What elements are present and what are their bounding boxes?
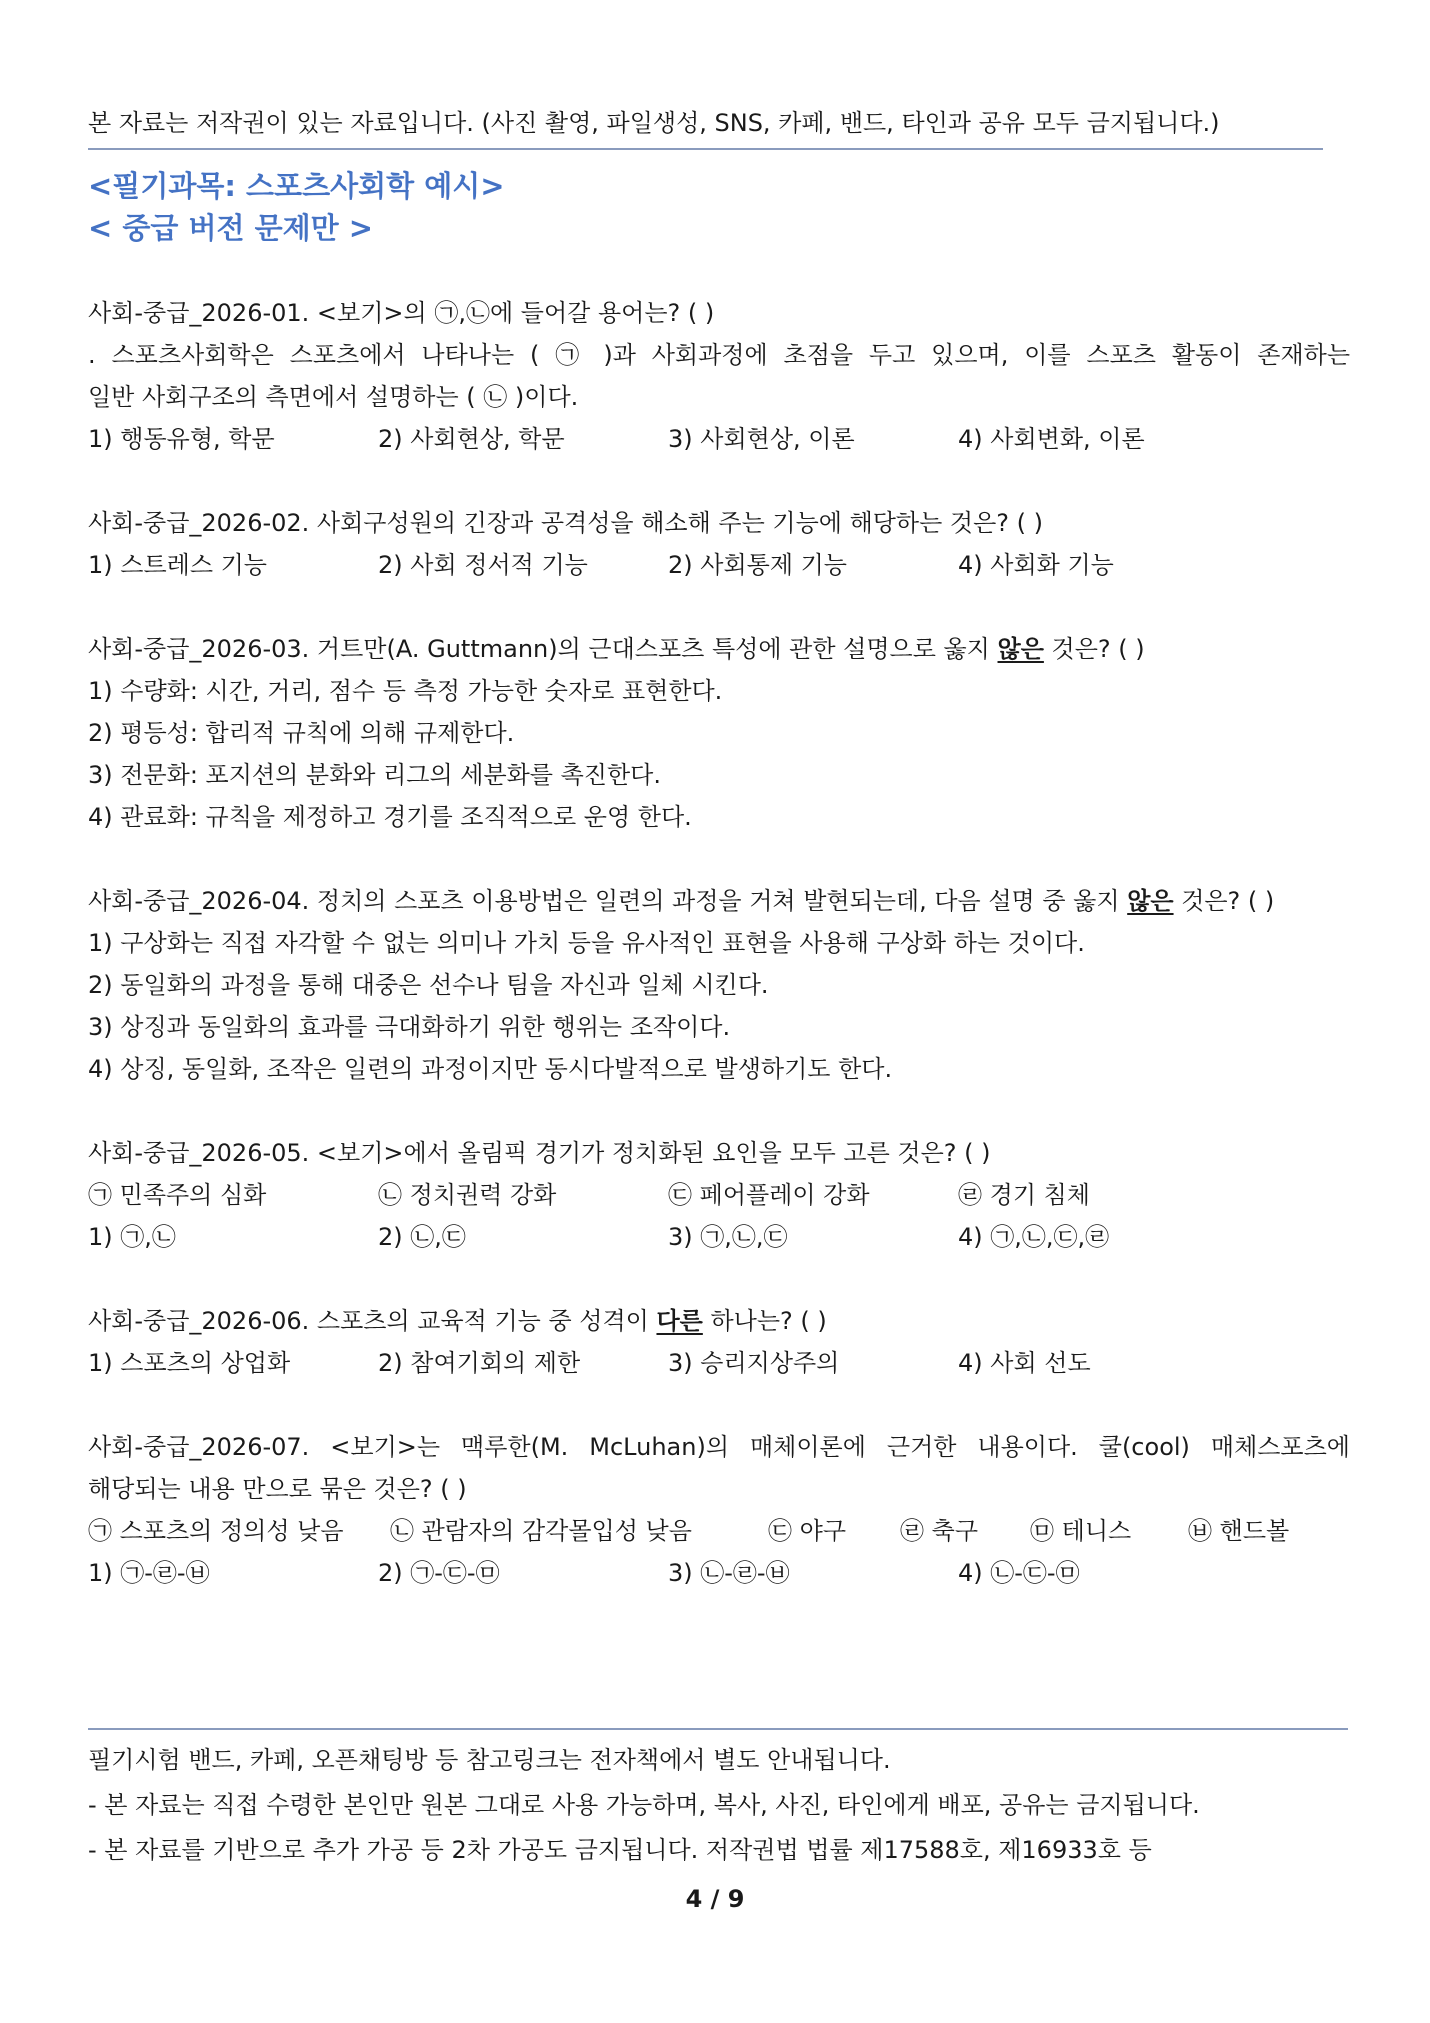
choice-item: ㉤ 테니스 bbox=[1030, 1517, 1132, 1545]
question-stem: 사회-중급_2026-04. 정치의 스포츠 이용방법은 일련의 과정을 거쳐 발현되는데, 다음 설명 중 옳지 않은 것은? ( ) bbox=[88, 887, 1275, 915]
choice-item: ㉡ 정치권력 강화 bbox=[378, 1181, 557, 1209]
question-passage: 일반 사회구조의 측면에서 설명하는 ( ㉡ )이다. bbox=[88, 383, 579, 411]
question-7 bbox=[88, 1426, 1350, 1594]
question-stem: 사회-중급_2026-06. 스포츠의 교육적 기능 중 성격이 다른 하나는? ( ) bbox=[88, 1307, 827, 1335]
option-4: 4) 사회 선도 bbox=[958, 1349, 1091, 1377]
choice-items-row bbox=[88, 1174, 1350, 1216]
option-1: 1) 구상화는 직접 자각할 수 없는 의미나 가치 등을 유사적인 표현을 사용해 구상화 하는 것이다. bbox=[88, 929, 1085, 957]
copyright-notice: 본 자료는 저작권이 있는 자료입니다. (사진 촬영, 파일생성, SNS, 카페, 밴드, 타인과 공유 모두 금지됩니다.) bbox=[88, 109, 1220, 137]
options-row bbox=[88, 418, 1350, 460]
options-row bbox=[88, 1552, 1350, 1594]
question-stem-continued: 해당되는 내용 만으로 묶은 것은? ( ) bbox=[88, 1475, 467, 1503]
option-3: 3) 상징과 동일화의 효과를 극대화하기 위한 행위는 조작이다. bbox=[88, 1013, 731, 1041]
choice-item: ㉣ 축구 bbox=[900, 1517, 978, 1545]
option-3: 3) 사회현상, 이론 bbox=[668, 425, 855, 453]
subject-heading: <필기과목: 스포츠사회학 예시> bbox=[88, 169, 505, 203]
footer-line: - 본 자료를 기반으로 추가 가공 등 2차 가공도 금지됩니다. 저작권법 법률 제17588호, 제16933호 등 bbox=[88, 1836, 1152, 1864]
choice-item: ㉡ 관람자의 감각몰입성 낮음 bbox=[390, 1517, 692, 1545]
question-stem: 사회-중급_2026-01. <보기>의 ㉠,㉡에 들어갈 용어는? ( ) bbox=[88, 299, 715, 327]
option-4: 4) 관료화: 규칙을 제정하고 경기를 조직적으로 운영 한다. bbox=[88, 803, 692, 831]
question-passage: . 스포츠사회학은 스포츠에서 나타나는 ( ㉠ )과 사회과정에 초점을 두고 있으며, 이를 스포츠 활동이 존재하는 bbox=[88, 341, 1350, 369]
question-stem: 사회-중급_2026-05. <보기>에서 올림픽 경기가 정치화된 요인을 모두 고른 것은? ( ) bbox=[88, 1139, 991, 1167]
option-2: 2) ㉠-㉢-㉤ bbox=[378, 1559, 500, 1587]
choice-item: ㉣ 경기 침체 bbox=[958, 1181, 1090, 1209]
question-3 bbox=[88, 628, 1350, 838]
option-4: 4) 상징, 동일화, 조작은 일련의 과정이지만 동시다발적으로 발생하기도 한다. bbox=[88, 1055, 893, 1083]
option-2: 2) 참여기회의 제한 bbox=[378, 1349, 581, 1377]
option-3: 3) ㉠,㉡,㉢ bbox=[668, 1223, 788, 1251]
choice-item: ㉢ 야구 bbox=[768, 1517, 846, 1545]
option-1: 1) ㉠,㉡ bbox=[88, 1223, 176, 1251]
options-row bbox=[88, 544, 1350, 586]
choice-item: ㉠ 민족주의 심화 bbox=[88, 1181, 267, 1209]
footer-line: 필기시험 밴드, 카페, 오픈채팅방 등 참고링크는 전자책에서 별도 안내됩니다. bbox=[88, 1746, 891, 1774]
option-1: 1) 수량화: 시간, 거리, 점수 등 측정 가능한 숫자로 표현한다. bbox=[88, 677, 723, 705]
emphasis-different: 다른 bbox=[656, 1307, 703, 1335]
question-stem: 사회-중급_2026-02. 사회구성원의 긴장과 공격성을 해소해 주는 기능에 해당하는 것은? ( ) bbox=[88, 509, 1044, 537]
question-5 bbox=[88, 1132, 1350, 1258]
bottom-divider bbox=[88, 1728, 1348, 1730]
option-1: 1) 행동유형, 학문 bbox=[88, 425, 275, 453]
option-3: 3) 전문화: 포지션의 분화와 리그의 세분화를 촉진한다. bbox=[88, 761, 661, 789]
option-2: 2) 동일화의 과정을 통해 대중은 선수나 팀을 자신과 일체 시킨다. bbox=[88, 971, 769, 999]
top-divider bbox=[88, 148, 1323, 150]
question-stem: 사회-중급_2026-07. <보기>는 맥루한(M. McLuhan)의 매체이론에 근거한 내용이다. 쿨(cool) 매체스포츠에 bbox=[88, 1433, 1350, 1461]
option-4: 4) ㉠,㉡,㉢,㉣ bbox=[958, 1223, 1110, 1251]
question-stem: 사회-중급_2026-03. 거트만(A. Guttmann)의 근대스포츠 특성에 관한 설명으로 옳지 않은 것은? ( ) bbox=[88, 635, 1145, 663]
option-4: 4) ㉡-㉢-㉤ bbox=[958, 1559, 1080, 1587]
option-1: 1) 스트레스 기능 bbox=[88, 551, 267, 579]
options-row bbox=[88, 1342, 1350, 1384]
option-2: 2) 평등성: 합리적 규칙에 의해 규제한다. bbox=[88, 719, 515, 747]
option-2: 2) 사회 정서적 기능 bbox=[378, 551, 588, 579]
option-1: 1) 스포츠의 상업화 bbox=[88, 1349, 291, 1377]
choice-item: ㉥ 핸드볼 bbox=[1188, 1517, 1290, 1545]
option-1: 1) ㉠-㉣-㉥ bbox=[88, 1559, 210, 1587]
version-heading: < 중급 버전 문제만 > bbox=[88, 211, 374, 245]
option-4: 4) 사회변화, 이론 bbox=[958, 425, 1145, 453]
emphasis-not: 않은 bbox=[1127, 887, 1174, 915]
question-4 bbox=[88, 880, 1350, 1090]
emphasis-not: 않은 bbox=[997, 635, 1044, 663]
options-row bbox=[88, 1216, 1350, 1258]
option-3: 3) ㉡-㉣-㉥ bbox=[668, 1559, 790, 1587]
page-number: 4 / 9 bbox=[685, 1885, 745, 1913]
question-2 bbox=[88, 502, 1350, 586]
choice-item: ㉠ 스포츠의 정의성 낮음 bbox=[88, 1517, 344, 1545]
option-2: 2) ㉡,㉢ bbox=[378, 1223, 466, 1251]
option-2: 2) 사회현상, 학문 bbox=[378, 425, 565, 453]
question-6 bbox=[88, 1300, 1350, 1384]
option-4: 4) 사회화 기능 bbox=[958, 551, 1114, 579]
footer-notice bbox=[88, 1738, 1350, 1873]
option-3: 2) 사회통제 기능 bbox=[668, 551, 847, 579]
choice-item: ㉢ 페어플레이 강화 bbox=[668, 1181, 870, 1209]
question-1 bbox=[88, 292, 1350, 460]
option-3: 3) 승리지상주의 bbox=[668, 1349, 840, 1377]
footer-line: - 본 자료는 직접 수령한 본인만 원본 그대로 사용 가능하며, 복사, 사진, 타인에게 배포, 공유는 금지됩니다. bbox=[88, 1791, 1200, 1819]
choice-items-row bbox=[88, 1510, 1350, 1552]
